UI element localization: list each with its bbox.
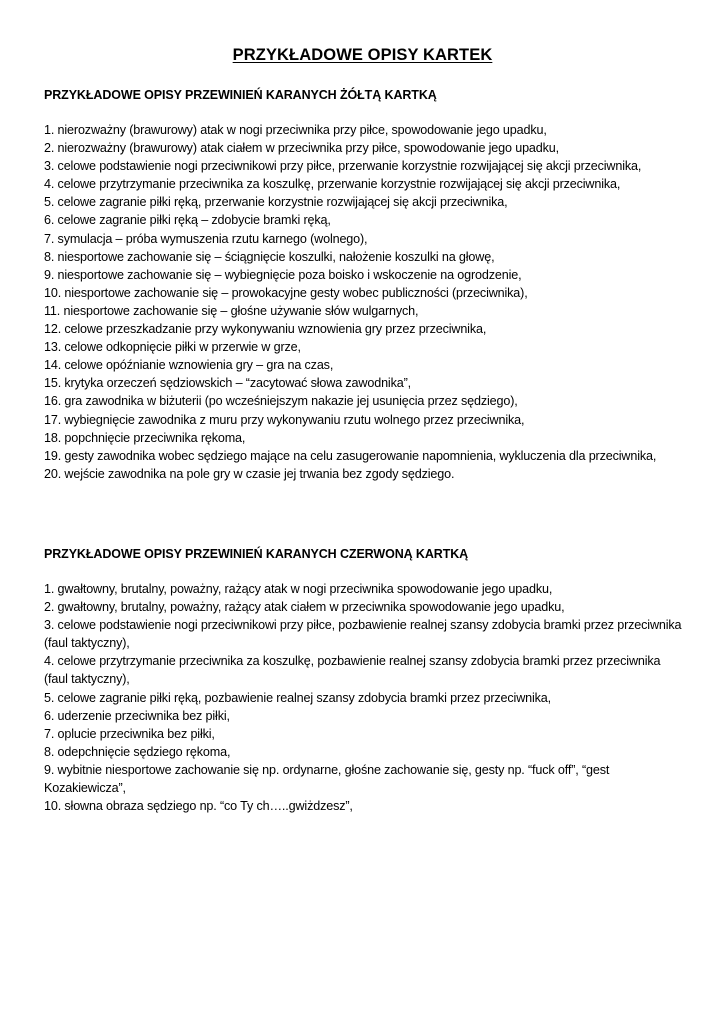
list-item: 19. gesty zawodnika wobec sędziego mające na celu zasugerowanie napomnienia, wykluczenia dla przeciwnika, [44, 448, 657, 463]
list-item: 3. celowe podstawienie nogi przeciwnikowi przy piłce, pozbawienie realnej szansy zdobycia bramki przez przeciwnika (faul taktyczny), [44, 618, 682, 651]
list-item: 2. nierozważny (brawurowy) atak ciałem w przeciwnika przy piłce, spowodowanie jego upadku, [44, 141, 559, 156]
list-item: 3. celowe podstawienie nogi przeciwnikowi przy piłce, przerwanie korzystnie rozwijającej się akcji przeciwnika, [44, 159, 642, 174]
list-item: 20. wejście zawodnika na pole gry w czasie jej trwania bez zgody sędziego. [44, 466, 455, 481]
document-title: PRZYKŁADOWE OPISY KARTEK [232, 46, 493, 64]
yellow-card-heading: PRZYKŁADOWE OPISY PRZEWINIEŃ KARANYCH ŻÓŁTĄ KARTKĄ [44, 88, 437, 102]
list-item: 6. celowe zagranie piłki ręką – zdobycie bramki ręką, [44, 213, 331, 228]
list-item: 9. wybitnie niesportowe zachowanie się np. ordynarne, głośne zachowanie się, gesty np. “fuck off”, “gest Kozakiewicza”, [44, 762, 610, 796]
list-item: 10. niesportowe zachowanie się – prowokacyjne gesty wobec publiczności (przeciwnika), [44, 285, 528, 300]
list-item: 8. niesportowe zachowanie się – ściągnięcie koszulki, nałożenie koszulki na głowę, [44, 249, 495, 264]
list-item: 13. celowe odkopnięcie piłki w przerwie w grze, [44, 340, 301, 355]
red-card-heading: PRZYKŁADOWE OPISY PRZEWINIEŃ KARANYCH CZERWONĄ KARTKĄ [44, 547, 469, 561]
list-item: 2. gwałtowny, brutalny, poważny, rażący atak ciałem w przeciwnika spowodowanie jego upadku, [44, 600, 565, 615]
list-item: 11. niesportowe zachowanie się – głośne używanie słów wulgarnych, [44, 303, 419, 318]
list-item: 8. odepchnięcie sędziego rękoma, [44, 744, 231, 759]
list-item: 1. nierozważny (brawurowy) atak w nogi przeciwnika przy piłce, spowodowanie jego upadku, [44, 123, 547, 137]
list-item: 12. celowe przeszkadzanie przy wykonywaniu wznowienia gry przez przeciwnika, [44, 322, 487, 337]
list-item: 17. wybiegnięcie zawodnika z muru przy wykonywaniu rzutu wolnego przez przeciwnika, [44, 412, 525, 427]
list-item: 4. celowe przytrzymanie przeciwnika za koszulkę, przerwanie korzystnie rozwijającej się akcji przeciwnika, [44, 177, 621, 192]
list-item: 5. celowe zagranie piłki ręką, przerwanie korzystnie rozwijającej się akcji przeciwnika, [44, 195, 508, 210]
list-item: 1. gwałtowny, brutalny, poważny, rażący atak w nogi przeciwnika spowodowanie jego upadku, [44, 582, 553, 596]
list-item: 10. słowna obraza sędziego np. “co Ty ch…..gwiżdzesz”, [44, 799, 353, 814]
list-item: 7. symulacja – próba wymuszenia rzutu karnego (wolnego), [44, 231, 368, 246]
list-item: 15. krytyka orzeczeń sędziowskich – “zacytować słowa zawodnika”, [44, 376, 411, 391]
list-item: 4. celowe przytrzymanie przeciwnika za koszulkę, pozbawienie realnej szansy zdobycia bramki przez przeciwnika (faul taktyczny), [44, 654, 661, 687]
list-item: 16. gra zawodnika w biżuterii (po wcześniejszym nakazie jej usunięcia przez sędziego), [44, 394, 518, 409]
red-card-section [44, 545, 684, 815]
yellow-card-section [44, 86, 684, 483]
red-card-list [44, 580, 684, 815]
list-item: 7. oplucie przeciwnika bez piłki, [44, 726, 215, 741]
list-item: 14. celowe opóźnianie wznowienia gry – gra na czas, [44, 358, 334, 373]
list-item: 9. niesportowe zachowanie się – wybiegnięcie poza boisko i wskoczenie na ogrodzenie, [44, 267, 522, 282]
list-item: 6. uderzenie przeciwnika bez piłki, [44, 708, 230, 723]
yellow-card-list [44, 121, 684, 483]
list-item: 5. celowe zagranie piłki ręką, pozbawienie realnej szansy zdobycia bramki przez przeciwnika, [44, 690, 551, 705]
list-item: 18. popchnięcie przeciwnika rękoma, [44, 430, 246, 445]
